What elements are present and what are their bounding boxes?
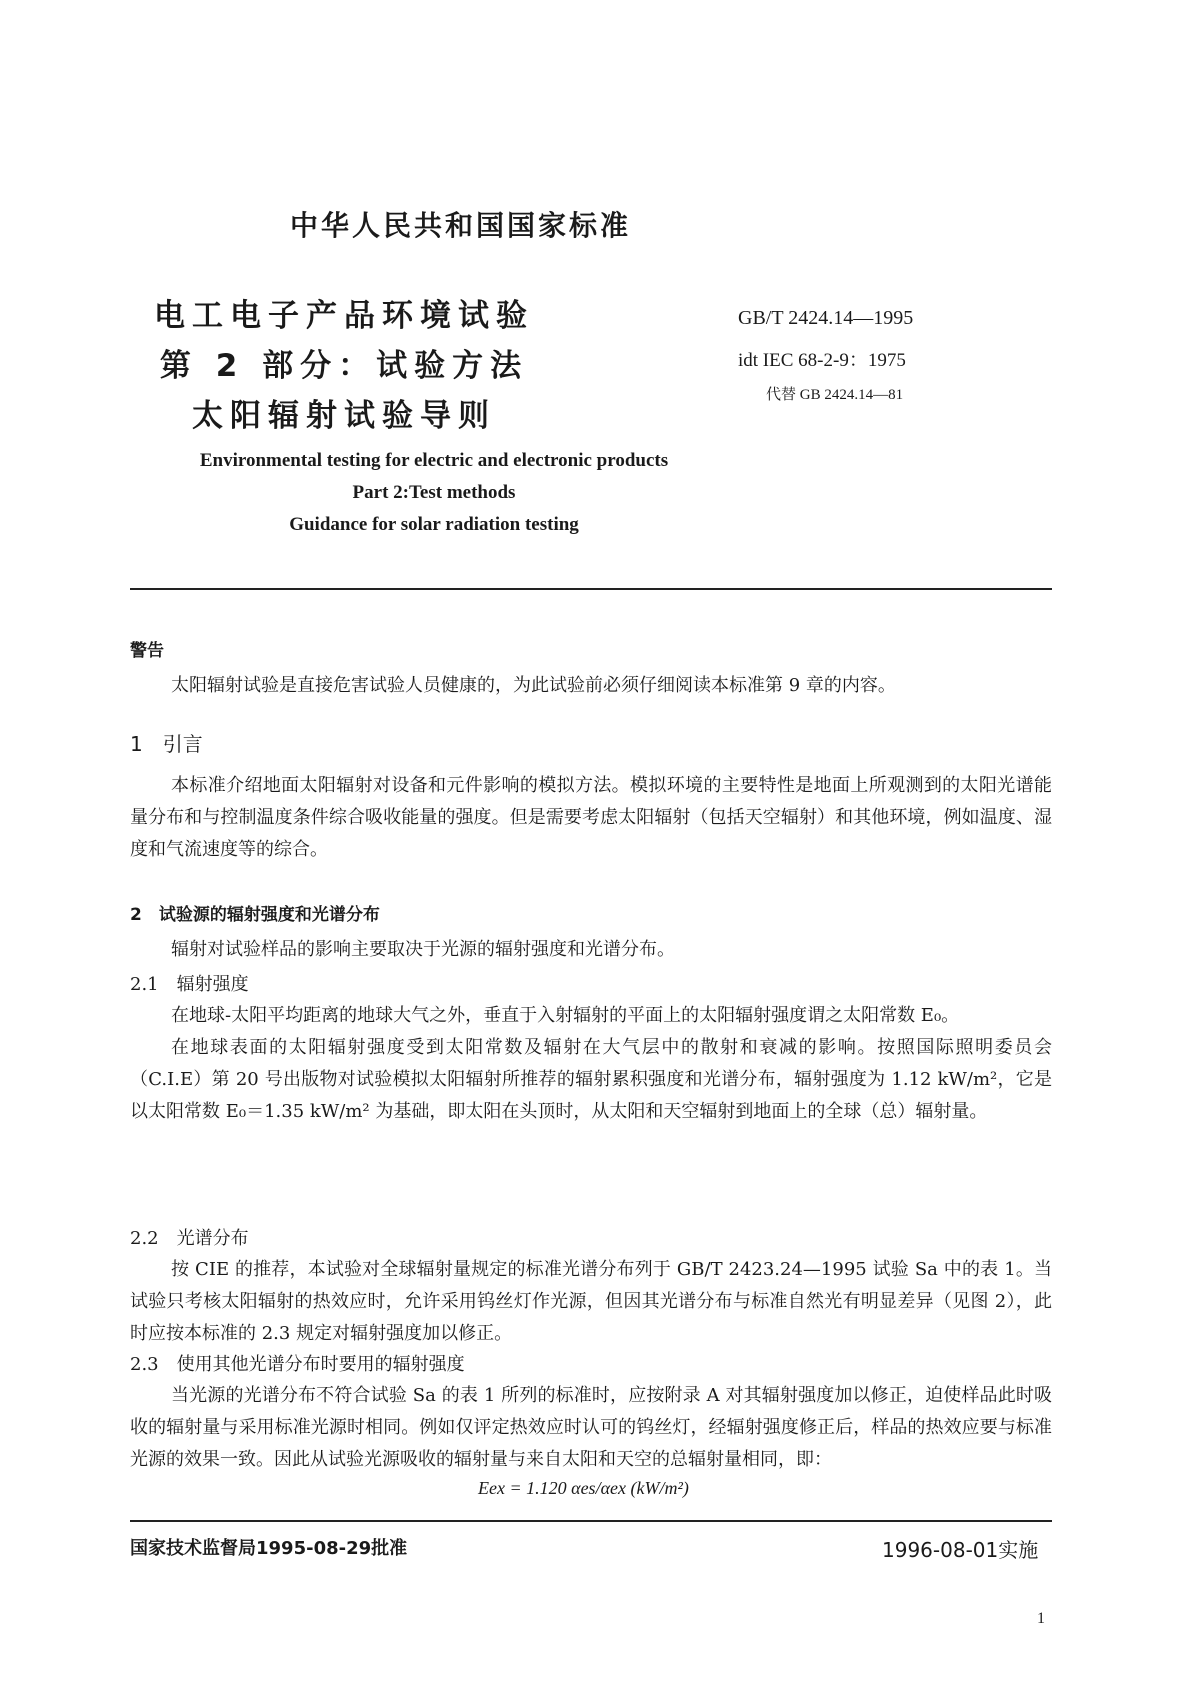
approval-date: 国家技术监督局1995-08-29批准: [130, 1538, 408, 1559]
formula: Eex = 1.120 αes/αex (kW/m²): [478, 1478, 689, 1498]
idt-reference: idt IEC 68-2-9：1975: [738, 350, 906, 371]
standard-number: GB/T 2424.14—1995: [738, 307, 914, 329]
national-standard-heading: 中华人民共和国国家标准: [290, 209, 632, 242]
title-en-line-3: Guidance for solar radiation testing: [289, 514, 579, 535]
section-2-3-heading: 2.3 使用其他光谱分布时要用的辐射强度: [130, 1354, 465, 1375]
page-number: 1: [1037, 1610, 1045, 1627]
title-cn-line-3: 太阳辐射试验导则: [192, 398, 496, 434]
effective-date: 1996-08-01实施: [882, 1538, 1039, 1562]
section-2-2-heading: 2.2 光谱分布: [130, 1228, 249, 1249]
section-2-heading: 2 试验源的辐射强度和光谱分布: [130, 905, 380, 925]
warning-text: 太阳辐射试验是直接危害试验人员健康的，为此试验前必须仔细阅读本标准第 9 章的内容。: [171, 675, 896, 696]
header-divider: [130, 588, 1052, 590]
title-cn-line-1: 电工电子产品环境试验: [154, 298, 534, 334]
section-2-2-text: 按 CIE 的推荐，本试验对全球辐射量规定的标准光谱分布列于 GB/T 2423.24—1995 试验 Sa 中的表 1。当试验只考核太阳辐射的热效应时，允许采用钨丝灯作光源，但因其光谱分布与标准自然光有明显差异（见图 2），此时应按本标准的 2.3 规定对辐射强度加以修正。: [130, 1259, 1052, 1344]
warning-heading: 警告: [130, 641, 164, 661]
footer-divider: [130, 1520, 1052, 1522]
title-cn-line-2: 第 2 部分：试验方法: [159, 348, 529, 384]
title-en-line-2: Part 2:Test methods: [352, 482, 516, 503]
section-2-1-heading: 2.1 辐射强度: [130, 974, 249, 995]
title-en-line-1: Environmental testing for electric and electronic products: [199, 450, 669, 471]
section-1-heading: 1 引言: [130, 732, 203, 756]
section-2-1-text: 在地球-太阳平均距离的地球大气之外，垂直于入射辐射的平面上的太阳辐射强度谓之太阳常数 E₀。 在地球表面的太阳辐射强度受到太阳常数及辐射在大气层中的散射和衰减的影响。按照国际照明委员会（C.I.E）第 20 号出版物对试验模拟太阳辐射所推荐的辐射累积强度和光谱分布，辐射强度为 1.12 kW/m²，它是以太阳常数 E₀＝1.35 kW/m² 为基础，即太阳在头顶时，从太阳和天空辐射到地面上的全球（总）辐射量。: [130, 1005, 1052, 1122]
section-2-text: 辐射对试验样品的影响主要取决于光源的辐射强度和光谱分布。: [171, 939, 675, 960]
replaces-reference: 代替 GB 2424.14—81: [766, 387, 904, 403]
section-2-3-text: 当光源的光谱分布不符合试验 Sa 的表 1 所列的标准时，应按附录 A 对其辐射强度加以修正，迫使样品此时吸收的辐射量与采用标准光源时相同。例如仅评定热效应时认可的钨丝灯，经辐射强度修正后，样品的热效应要与标准光源的效果一致。因此从试验光源吸收的辐射量与来自太阳和天空的总辐射量相同，即：: [130, 1385, 1052, 1470]
section-1-text: 本标准介绍地面太阳辐射对设备和元件影响的模拟方法。模拟环境的主要特性是地面上所观测到的太阳光谱能量分布和与控制温度条件综合吸收能量的强度。但是需要考虑太阳辐射（包括天空辐射）和其他环境，例如温度、湿度和气流速度等的综合。: [130, 775, 1052, 860]
